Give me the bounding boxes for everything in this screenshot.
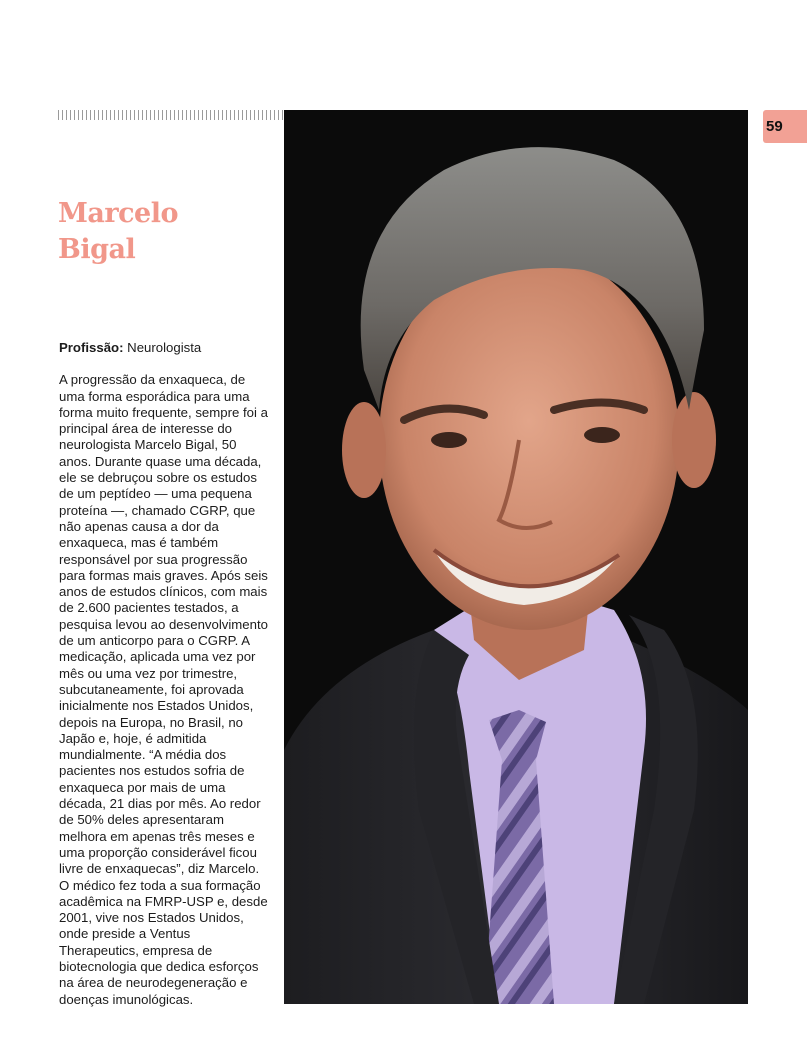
- page-number-tab: [763, 110, 807, 143]
- article-title: [58, 196, 278, 268]
- portrait-illustration: [284, 110, 748, 1004]
- article-body: [59, 340, 271, 1008]
- portrait-photo: [284, 110, 748, 1004]
- page-number: 59: [766, 118, 783, 135]
- profession-value: Neurologista: [127, 340, 202, 355]
- body-paragraph: A progressão da enxaqueca, de uma forma esporádica para uma forma muito frequente, sempre foi a principal área de interesse do neurologista Marcelo Bigal, 50 anos. Durante quase uma década, ele se debruçou sobre os estudos de um peptídeo — uma pequena proteína —, chamado CGRP, que não apenas causa a dor da enxaqueca, mas é também responsável por sua progressão para formas mais graves. Após seis anos de estudos clínicos, com mais de 2.600 pacientes testados, a pesquisa levou ao desenvolvimento de um anticorpo para o CGRP. A medicação, aplicada uma vez por mês ou uma vez por trimestre, subcutaneamente, foi aprovada inicialmente nos Estados Unidos, depois na Europa, no Brasil, no Japão e, hoje, é admitida mundialmente. “A média dos pacientes nos estudos sofria de enxaqueca por mais de uma década, 21 dias por mês. Ao redor de 50% deles apresentaram melhora em apenas três meses e uma proporção considerável ficou livre de enxaquecas”, diz Marcelo. O médico fez toda a sua formação acadêmica na FMRP-USP e, desde 2001, vive nos Estados Unidos, onde preside a Ventus Therapeutics, empresa de biotecnologia que dedica esforços na área de neurodegeneração e doenças imunológicas.: [59, 372, 268, 1007]
- title-last-name: Bigal: [58, 234, 136, 265]
- profession-line: [59, 340, 271, 356]
- dotted-rule: [58, 110, 286, 120]
- profession-label: Profissão:: [59, 340, 124, 355]
- title-first-name: Marcelo: [58, 198, 178, 229]
